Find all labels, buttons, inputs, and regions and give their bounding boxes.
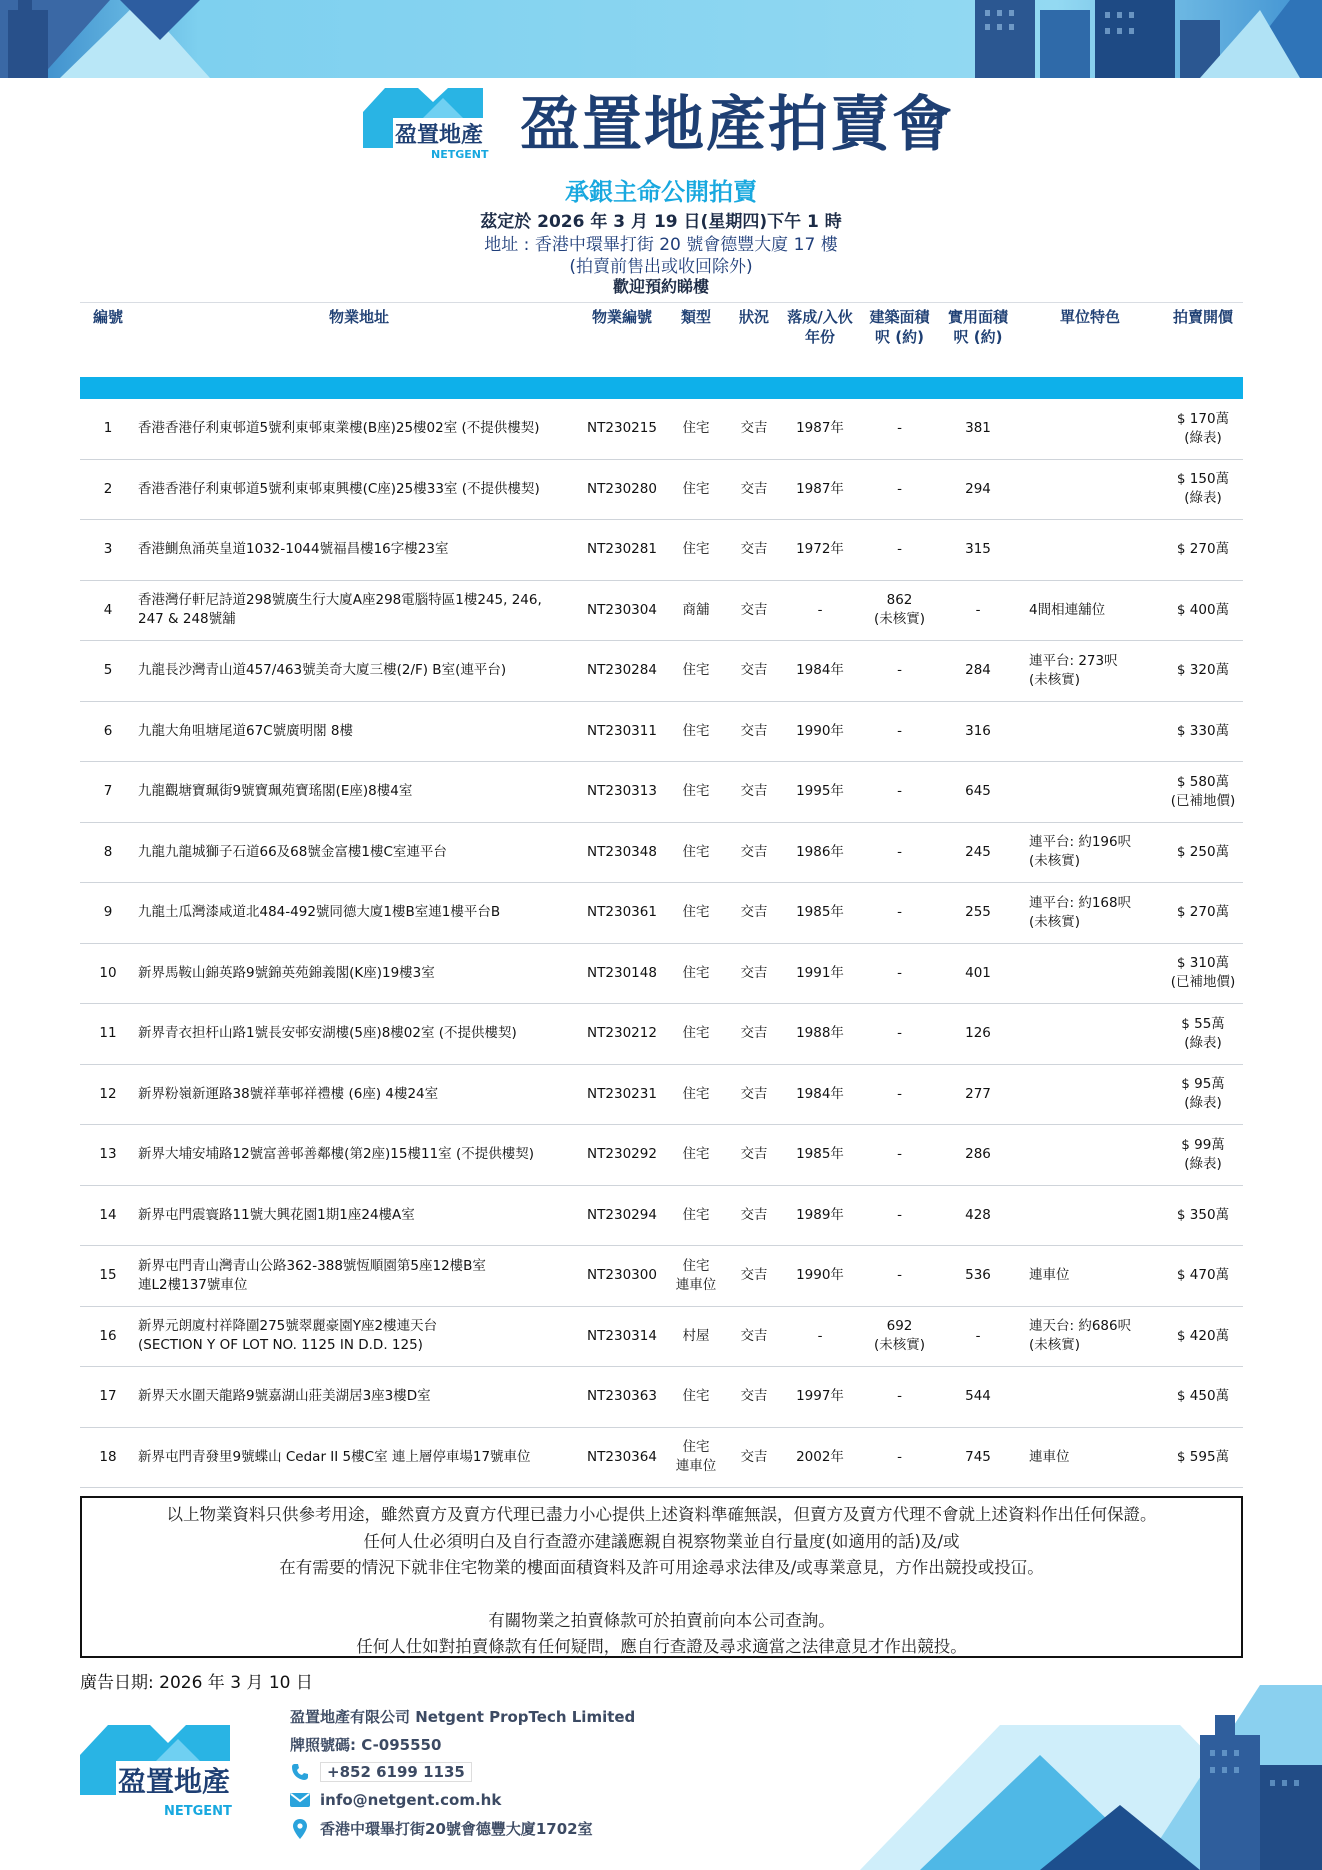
cell-status: 交吉 xyxy=(740,783,768,800)
disclaimer-line: 任何人仕必須明白及自行查證亦建議應親自視察物業並自行量度(如適用的話)及/或 xyxy=(363,1531,960,1551)
cell-year: 1984年 xyxy=(796,662,844,679)
cell-no: 10 xyxy=(99,964,117,981)
disclaimer-line: 在有需要的情況下就非住宅物業的樓面面積資料及許可用途尋求法律及/或專業意見，方作出競投或投冚。 xyxy=(279,1558,1044,1577)
cell-address: 香港鰂魚涌英皇道1032-1044號福昌樓16字樓23室 xyxy=(138,541,449,558)
cell-address: 九龍土瓜灣漆咸道北484-492號同德大廈1樓B室連1樓平台B xyxy=(138,904,501,921)
cell-feature: 連平台: 約168呎 (未核實) xyxy=(1029,894,1132,930)
cell-address: 新界屯門青山灣青山公路362-388號恆順園第5座12樓B室 連L2樓137號車位 xyxy=(138,1257,486,1293)
viewing-note: 歡迎預約睇樓 xyxy=(612,277,709,296)
cell-year: 1987年 xyxy=(796,480,844,497)
cell-saleable-area: 315 xyxy=(965,541,991,558)
table-row xyxy=(80,1246,1243,1307)
footer-logo-subtext: NETGENT xyxy=(164,1804,232,1819)
cell-price: $ 470萬 xyxy=(1176,1267,1230,1284)
cell-year: 1984年 xyxy=(796,1085,844,1102)
cell-year: 1987年 xyxy=(796,420,844,437)
cell-price: $ 55萬 (綠表) xyxy=(1181,1015,1225,1051)
cell-price: $ 99萬 (綠表) xyxy=(1181,1136,1225,1172)
footer-logo-text: 盈置地產 xyxy=(118,1765,231,1798)
cell-status: 交吉 xyxy=(740,904,768,921)
cell-gross-area: - xyxy=(897,662,902,679)
cell-year: 1989年 xyxy=(796,1206,844,1223)
cell-feature: 4間相連舖位 xyxy=(1029,601,1106,618)
cell-price: $ 580萬 (已補地價) xyxy=(1170,773,1236,809)
cell-address: 香港香港仔利東邨道5號利東邨東興樓(C座)25樓33室 (不提供樓契) xyxy=(138,480,540,497)
table-row xyxy=(80,1004,1243,1065)
cell-gross-area: - xyxy=(897,904,902,921)
brand-title: 盈置地產拍賣會 xyxy=(520,90,954,160)
cell-no: 17 xyxy=(99,1388,117,1405)
location-pin-icon xyxy=(290,1819,310,1839)
cell-no: 11 xyxy=(99,1025,117,1042)
cell-status: 交吉 xyxy=(740,1085,768,1102)
cell-gross-area: - xyxy=(897,420,902,437)
ad-date: 廣告日期: 2026 年 3 月 10 日 xyxy=(80,1673,313,1693)
cell-saleable-area: 255 xyxy=(965,904,991,921)
cell-type: 住宅 xyxy=(682,1206,710,1223)
header-col-saleable-area: 實用面積 呎 (約) xyxy=(947,308,1008,346)
cell-gross-area: - xyxy=(897,1206,902,1223)
cell-year: 1991年 xyxy=(796,964,844,981)
cell-status: 交吉 xyxy=(740,1025,768,1042)
cell-type: 住宅 xyxy=(682,964,710,981)
netgent-logo xyxy=(363,88,498,160)
email-contact xyxy=(290,1790,501,1810)
cell-code: NT230212 xyxy=(587,1025,657,1042)
cell-status: 交吉 xyxy=(740,722,768,739)
table-row xyxy=(80,399,1243,460)
office-address: 香港中環畢打街20號會德豐大廈1702室 xyxy=(320,1820,593,1838)
cell-gross-area: - xyxy=(897,541,902,558)
header-col-gross-area: 建築面積 呎 (約) xyxy=(869,308,930,346)
auction-note: (拍賣前售出或收回除外) xyxy=(569,257,753,277)
cell-price: $ 95萬 (綠表) xyxy=(1181,1076,1225,1112)
email-icon xyxy=(290,1790,310,1810)
header-col-type: 類型 xyxy=(680,308,711,326)
cell-type: 住宅 xyxy=(682,843,710,860)
cell-price: $ 150萬 (綠表) xyxy=(1176,471,1230,507)
cell-price: $ 270萬 xyxy=(1176,904,1230,921)
cell-status: 交吉 xyxy=(740,541,768,558)
cell-gross-area: - xyxy=(897,1448,902,1465)
table-row xyxy=(80,1367,1243,1428)
skyline-banner-graphic xyxy=(0,0,1322,78)
cell-year: 1990年 xyxy=(796,722,844,739)
cell-saleable-area: 536 xyxy=(965,1267,991,1284)
cell-feature: 連平台: 273呎 (未核實) xyxy=(1029,652,1118,688)
cell-no: 1 xyxy=(103,420,113,437)
cell-type: 住宅 連車位 xyxy=(675,1439,717,1475)
property-table xyxy=(80,302,1243,1488)
cell-year: 1997年 xyxy=(796,1388,844,1405)
cell-status: 交吉 xyxy=(740,601,768,618)
cell-gross-area: - xyxy=(897,783,902,800)
office-contact xyxy=(290,1818,593,1839)
cell-code: NT230314 xyxy=(587,1327,657,1344)
header-col-year: 落成/入伙 年份 xyxy=(787,308,853,346)
cell-address: 香港香港仔利東邨道5號利東邨東業樓(B座)25樓02室 (不提供樓契) xyxy=(138,420,540,437)
cell-price: $ 320萬 xyxy=(1176,662,1230,679)
cell-status: 交吉 xyxy=(740,843,768,860)
cell-price: $ 350萬 xyxy=(1176,1206,1230,1223)
table-body xyxy=(80,399,1243,1488)
cell-code: NT230363 xyxy=(587,1388,657,1405)
cell-year: 1985年 xyxy=(796,1146,844,1163)
header-divider-bar xyxy=(80,377,1243,399)
cell-no: 9 xyxy=(103,904,113,921)
cell-code: NT230348 xyxy=(587,843,657,860)
cell-gross-area: - xyxy=(897,843,902,860)
cell-address: 九龍九龍城獅子石道66及68號金富樓1樓C室連平台 xyxy=(138,843,447,860)
cell-feature: 連平台: 約196呎 (未核實) xyxy=(1029,834,1132,870)
cell-code: NT230148 xyxy=(587,964,657,981)
table-row xyxy=(80,581,1243,642)
auction-date: 茲定於 2026 年 3 月 19 日(星期四)下午 1 時 xyxy=(480,212,842,232)
disclaimer-line: 以上物業資料只供參考用途，雖然賣方及賣方代理已盡力小心提供上述資料準確無誤，但賣方及賣方代理不會就上述資料作出任何保證。 xyxy=(166,1505,1157,1524)
email-address[interactable]: info@netgent.com.hk xyxy=(320,1791,502,1809)
cell-type: 住宅 連車位 xyxy=(675,1257,717,1293)
cell-year: 1990年 xyxy=(796,1267,844,1284)
cell-address: 新界天水圍天龍路9號嘉湖山莊美湖居3座3樓D室 xyxy=(138,1388,431,1405)
cell-address: 新界馬鞍山錦英路9號錦英苑錦義閣(K座)19樓3室 xyxy=(138,964,435,981)
header-col-feature: 單位特色 xyxy=(1059,308,1120,326)
cell-saleable-area: 284 xyxy=(965,662,991,679)
cell-gross-area: 862 (未核實) xyxy=(873,592,926,628)
cell-code: NT230281 xyxy=(587,541,657,558)
cell-type: 村屋 xyxy=(682,1327,710,1344)
cell-saleable-area: 428 xyxy=(965,1206,991,1223)
cell-feature: 連車位 xyxy=(1029,1267,1070,1284)
cell-type: 住宅 xyxy=(682,1146,710,1163)
cell-no: 3 xyxy=(103,541,113,558)
phone-icon xyxy=(290,1762,310,1782)
cell-status: 交吉 xyxy=(740,964,768,981)
table-row xyxy=(80,520,1243,581)
cell-code: NT230280 xyxy=(587,480,657,497)
cell-no: 8 xyxy=(103,843,113,860)
cell-gross-area: - xyxy=(897,1267,902,1284)
header-col-address: 物業地址 xyxy=(328,308,389,326)
cell-address: 新界屯門震寰路11號大興花園1期1座24樓A室 xyxy=(138,1206,415,1223)
cell-gross-area: - xyxy=(897,1025,902,1042)
table-header xyxy=(80,302,1243,374)
cell-status: 交吉 xyxy=(740,1448,768,1465)
cell-saleable-area: 645 xyxy=(965,783,991,800)
cell-no: 18 xyxy=(99,1448,117,1465)
cell-type: 住宅 xyxy=(682,722,710,739)
cell-type: 住宅 xyxy=(682,541,710,558)
table-row xyxy=(80,944,1243,1005)
disclaimer-box xyxy=(80,1496,1243,1658)
cell-no: 7 xyxy=(103,783,113,800)
cell-price: $ 420萬 xyxy=(1176,1327,1230,1344)
cell-price: $ 250萬 xyxy=(1176,843,1230,860)
cell-address: 新界粉嶺新運路38號祥華邨祥禮樓 (6座) 4樓24室 xyxy=(138,1085,439,1102)
cell-price: $ 400萬 xyxy=(1176,601,1230,618)
cell-saleable-area: 544 xyxy=(965,1388,991,1405)
cell-year: 1995年 xyxy=(796,783,844,800)
cell-status: 交吉 xyxy=(740,1146,768,1163)
cell-address: 新界元朗廈村祥降圍275號翠麗豪園Y座2樓連天台 (SECTION Y OF LOT NO. 1125 IN D.D. 125) xyxy=(138,1318,438,1354)
cell-no: 16 xyxy=(99,1327,117,1344)
cell-year: 1972年 xyxy=(796,541,844,558)
cell-gross-area: - xyxy=(897,722,902,739)
cell-code: NT230294 xyxy=(587,1206,657,1223)
cell-saleable-area: 745 xyxy=(965,1448,991,1465)
cell-type: 住宅 xyxy=(682,662,710,679)
cell-code: NT230311 xyxy=(587,722,657,739)
cell-code: NT230215 xyxy=(587,420,657,437)
cell-type: 住宅 xyxy=(682,1085,710,1102)
cell-gross-area: - xyxy=(897,1146,902,1163)
logo-text: 盈置地產 xyxy=(395,123,484,148)
cell-type: 住宅 xyxy=(682,904,710,921)
cell-status: 交吉 xyxy=(740,1267,768,1284)
cell-no: 15 xyxy=(99,1267,117,1284)
cell-code: NT230313 xyxy=(587,783,657,800)
company-name: 盈置地產有限公司 Netgent PropTech Limited xyxy=(290,1708,636,1726)
cell-code: NT230292 xyxy=(587,1146,657,1163)
top-banner xyxy=(0,0,1322,78)
cell-code: NT230284 xyxy=(587,662,657,679)
table-row xyxy=(80,702,1243,763)
cell-gross-area: - xyxy=(897,1085,902,1102)
cell-no: 4 xyxy=(103,601,113,618)
cell-year: 1988年 xyxy=(796,1025,844,1042)
cell-year: 1986年 xyxy=(796,843,844,860)
cell-address: 九龍長沙灣青山道457/463號美奇大廈三樓(2/F) B室(連平台) xyxy=(138,662,507,679)
cell-saleable-area: 401 xyxy=(965,964,991,981)
cell-saleable-area: 381 xyxy=(965,420,991,437)
table-row xyxy=(80,1186,1243,1247)
cell-gross-area: 692 (未核實) xyxy=(873,1318,926,1354)
table-row xyxy=(80,1065,1243,1126)
cell-status: 交吉 xyxy=(740,662,768,679)
cell-price: $ 450萬 xyxy=(1176,1388,1230,1405)
cell-feature: 連車位 xyxy=(1029,1448,1070,1465)
cell-no: 6 xyxy=(103,722,113,739)
cell-gross-area: - xyxy=(897,1388,902,1405)
cell-address: 香港灣仔軒尼詩道298號廣生行大廈A座298電腦特區1樓245, 246, 247 & 248號舖 xyxy=(138,592,542,628)
table-row xyxy=(80,1428,1243,1489)
disclaimer-line: 有關物業之拍賣條款可於拍賣前向本公司查詢。 xyxy=(488,1610,835,1630)
cell-address: 新界青衣担杆山路1號長安邨安湖樓(5座)8樓02室 (不提供樓契) xyxy=(138,1025,517,1042)
disclaimer-line: 任何人仕如對拍賣條款有任何疑問，應自行查證及尋求適當之法律意見才作出競投。 xyxy=(356,1637,967,1656)
cell-type: 住宅 xyxy=(682,1025,710,1042)
cell-saleable-area: 126 xyxy=(965,1025,991,1042)
cell-code: NT230300 xyxy=(587,1267,657,1284)
cell-no: 12 xyxy=(99,1085,117,1102)
brand-header xyxy=(0,88,1322,163)
cell-code: NT230361 xyxy=(587,904,657,921)
auction-subtitle: 承銀主命公開拍賣 xyxy=(565,178,757,206)
cell-saleable-area: 286 xyxy=(965,1146,991,1163)
cell-address: 新界屯門青發里9號蝶山 Cedar II 5樓C室 連上層停車場17號車位 xyxy=(138,1448,531,1465)
cell-status: 交吉 xyxy=(740,420,768,437)
phone-number[interactable]: +852 6199 1135 xyxy=(320,1762,472,1782)
table-row xyxy=(80,460,1243,521)
cell-status: 交吉 xyxy=(740,1388,768,1405)
cell-no: 13 xyxy=(99,1146,117,1163)
cell-saleable-area: - xyxy=(975,601,981,618)
cell-price: $ 270萬 xyxy=(1176,541,1230,558)
cell-no: 5 xyxy=(103,662,113,679)
cell-type: 住宅 xyxy=(682,420,710,437)
cell-status: 交吉 xyxy=(740,1327,768,1344)
cell-address: 新界大埔安埔路12號富善邨善鄰樓(第2座)15樓11室 (不提供樓契) xyxy=(138,1146,534,1163)
table-row xyxy=(80,1125,1243,1186)
table-row xyxy=(80,823,1243,884)
cell-saleable-area: 316 xyxy=(965,722,991,739)
cell-saleable-area: 277 xyxy=(965,1085,991,1102)
table-row xyxy=(80,883,1243,944)
cell-code: NT230364 xyxy=(587,1448,657,1465)
cell-code: NT230231 xyxy=(587,1085,657,1102)
cell-code: NT230304 xyxy=(587,601,657,618)
cell-type: 住宅 xyxy=(682,480,710,497)
cell-gross-area: - xyxy=(897,964,902,981)
cell-price: $ 330萬 xyxy=(1176,722,1230,739)
cell-year: 1985年 xyxy=(796,904,844,921)
netgent-logo-footer xyxy=(80,1725,245,1820)
cell-status: 交吉 xyxy=(740,1206,768,1223)
cell-saleable-area: 245 xyxy=(965,843,991,860)
cell-price: $ 595萬 xyxy=(1176,1448,1230,1465)
cell-no: 14 xyxy=(99,1206,117,1223)
cell-year: - xyxy=(817,601,823,618)
cell-no: 2 xyxy=(103,480,113,497)
cell-feature: 連天台: 約686呎 (未核實) xyxy=(1029,1318,1132,1354)
logo-subtext: NETGENT xyxy=(431,148,489,160)
cell-type: 住宅 xyxy=(682,783,710,800)
cell-year: 2002年 xyxy=(796,1448,844,1465)
header-col-code: 物業編號 xyxy=(591,308,652,326)
table-row xyxy=(80,1307,1243,1368)
license-number: 牌照號碼: C-095550 xyxy=(290,1736,442,1754)
table-row xyxy=(80,762,1243,823)
cell-address: 九龍觀塘寶珮街9號寶珮苑寶瑤閣(E座)8樓4室 xyxy=(138,783,413,800)
cell-address: 九龍大角咀塘尾道67C號廣明閣 8樓 xyxy=(138,722,353,739)
cell-price: $ 310萬 (已補地價) xyxy=(1170,955,1236,991)
cell-saleable-area: - xyxy=(975,1327,981,1344)
cell-type: 住宅 xyxy=(682,1388,710,1405)
cell-saleable-area: 294 xyxy=(965,480,991,497)
header-col-price: 拍賣開價 xyxy=(1172,308,1233,326)
header-col-no: 編號 xyxy=(92,308,123,326)
table-row xyxy=(80,641,1243,702)
phone-contact xyxy=(290,1762,472,1782)
auction-address: 地址 : 香港中環畢打街 20 號會德豐大廈 17 樓 xyxy=(484,235,838,255)
cell-status: 交吉 xyxy=(740,480,768,497)
cell-gross-area: - xyxy=(897,480,902,497)
cell-year: - xyxy=(817,1327,823,1344)
cell-type: 商舖 xyxy=(682,601,710,618)
header-col-status: 狀況 xyxy=(738,308,769,326)
cell-price: $ 170萬 (綠表) xyxy=(1176,410,1230,446)
